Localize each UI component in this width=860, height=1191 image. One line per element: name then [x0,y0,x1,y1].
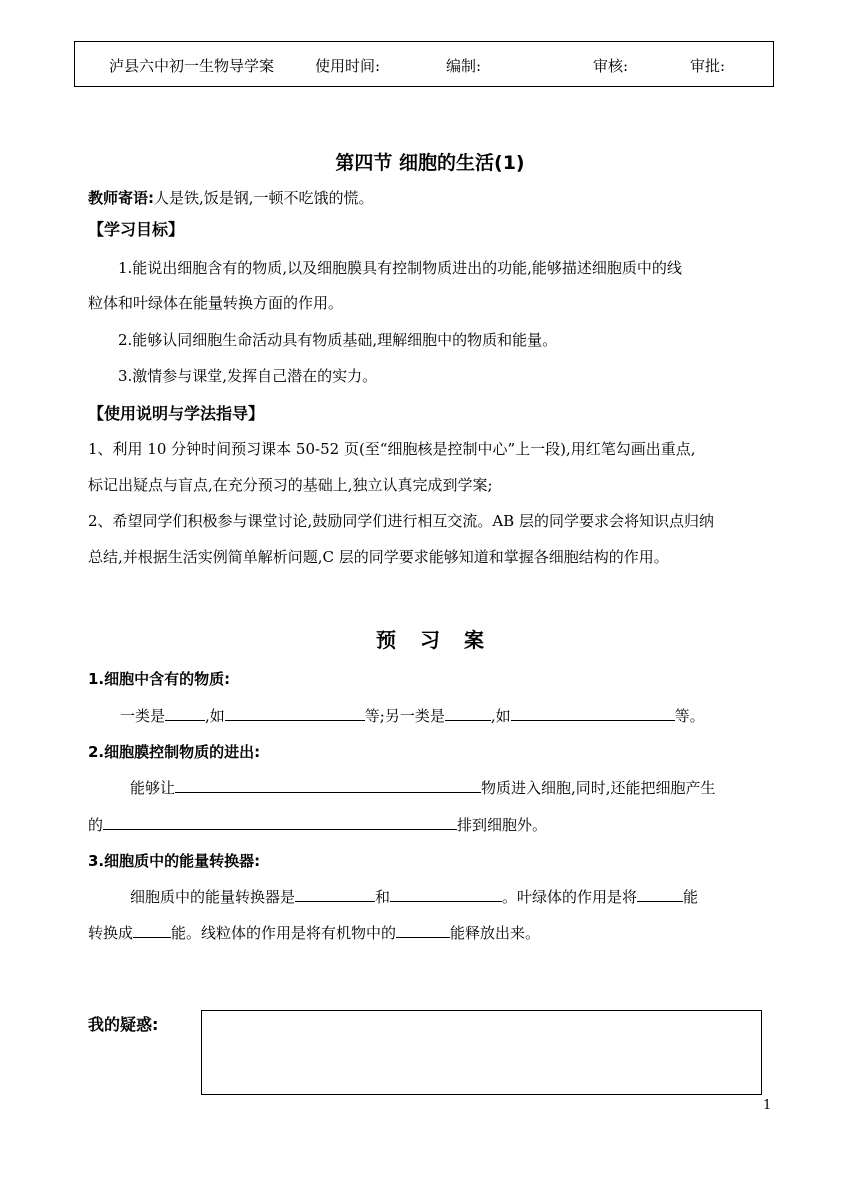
objectives-heading: 【学习目标】 [88,220,185,239]
q2-line-2 [88,814,547,835]
instructions-p2-line-2: 总结,并根据生活实例简单解析问题,C 层的同学要求能够知道和掌握各细胞结构的作用。 [88,548,669,566]
q3-text-6: 能。线粒体的作用是将有机物中的 [171,924,397,942]
header-box [74,41,774,87]
q2-heading: 2.细胞膜控制物质的进出: [88,743,261,761]
q3-text-4: 能 [683,888,699,906]
q1-blank-1[interactable] [165,706,205,721]
q2-text-1: 能够让 [130,779,176,797]
q3-text-5: 转换成 [88,924,134,942]
q3-text-2: 和 [375,888,391,906]
header-review-label: 审核: [593,57,629,75]
q3-blank-5[interactable] [396,923,450,938]
objective-2: 2.能够认同细胞生命活动具有物质基础,理解细胞中的物质和能量。 [118,331,558,349]
instructions-p1-line-1: 1、利用 10 分钟时间预习课本 50-52 页(至“细胞核是控制中心”上一段),用红笔勾画出重点, [88,440,696,458]
q2-text-3: 的 [88,816,104,834]
q2-line-1 [130,777,716,798]
q1-blank-3[interactable] [445,706,491,721]
q1-text-4: ,如 [490,707,511,725]
doubts-box[interactable] [201,1010,762,1095]
objective-1-line-2: 粒体和叶绿体在能量转换方面的作用。 [88,294,344,312]
preview-heading: 预习案 [376,628,508,652]
teacher-message [88,187,374,208]
objective-1-line-1: 1.能说出细胞含有的物质,以及细胞膜具有控制物质进出的功能,能够描述细胞质中的线 [118,259,682,277]
q3-text-3: 。叶绿体的作用是将 [502,888,638,906]
q1-text-3: 等;另一类是 [364,707,445,725]
q3-text-1: 细胞质中的能量转换器是 [130,888,296,906]
teacher-message-text: 人是铁,饭是钢,一顿不吃饿的慌。 [154,189,374,207]
q3-blank-2[interactable] [390,887,502,902]
q2-blank-2[interactable] [103,815,457,830]
q3-blank-4[interactable] [133,923,171,938]
q2-text-4: 排到细胞外。 [457,816,548,834]
q1-line [120,705,705,726]
teacher-message-label: 教师寄语: [88,189,154,207]
instructions-p2-line-1: 2、希望同学们积极参与课堂讨论,鼓励同学们进行相互交流。AB 层的同学要求会将知识点归纳 [88,512,714,530]
q2-text-2: 物质进入细胞,同时,还能把细胞产生 [481,779,716,797]
q3-line-1 [130,886,698,907]
header-time-label: 使用时间: [315,57,381,75]
instructions-heading: 【使用说明与学法指导】 [88,404,265,423]
q3-heading: 3.细胞质中的能量转换器: [88,852,261,870]
q3-line-2 [88,922,540,943]
q1-heading: 1.细胞中含有的物质: [88,670,231,688]
header-approve-label: 审批: [690,57,726,75]
q2-blank-1[interactable] [175,778,481,793]
instructions-p1-line-2: 标记出疑点与盲点,在充分预习的基础上,独立认真完成到学案; [88,476,493,494]
q3-blank-3[interactable] [637,887,683,902]
q1-blank-4[interactable] [511,706,675,721]
q1-text-1: 一类是 [120,707,166,725]
objective-3: 3.激情参与课堂,发挥自己潜在的实力。 [118,367,378,385]
header-school: 泸县六中初一生物导学案 [109,57,275,75]
q1-blank-2[interactable] [225,706,365,721]
doubts-label: 我的疑惑: [88,1015,159,1034]
q3-blank-1[interactable] [295,887,375,902]
page-number: 1 [763,1098,772,1113]
header-author-label: 编制: [446,57,482,75]
q3-text-7: 能释放出来。 [450,924,541,942]
page-title: 第四节 细胞的生活(1) [335,152,525,174]
q1-text-5: 等。 [674,707,705,725]
q1-text-2: ,如 [205,707,225,725]
